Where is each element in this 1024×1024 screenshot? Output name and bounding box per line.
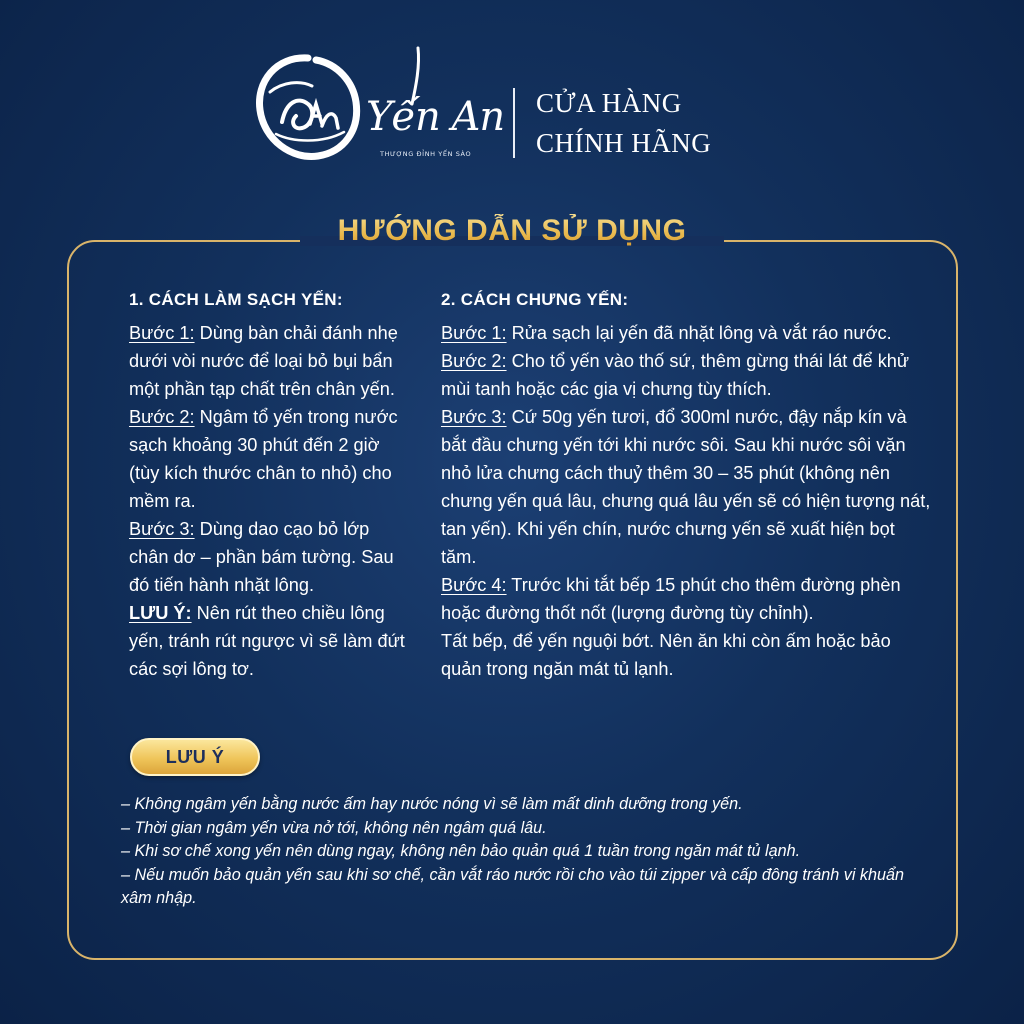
step-label: Bước 1:	[441, 323, 507, 343]
cleaning-heading: 1. CÁCH LÀM SẠCH YẾN:	[129, 290, 343, 309]
cleaning-step-1	[129, 319, 409, 403]
steaming-closing: Tất bếp, để yến nguội bớt. Nên ăn khi còn ấm hoặc bảo quản trong ngăn mát tủ lạnh.	[441, 631, 891, 679]
steaming-step-4	[441, 571, 931, 627]
store-label-line-1: CỬA HÀNG	[536, 88, 682, 118]
step-text: Cứ 50g yến tươi, đổ 300ml nước, đậy nắp kín và bắt đầu chưng yến tới khi nước sôi. Sau khi nước sôi vặn nhỏ lửa chưng cách thuỷ thêm 30 – 35 phút (không nên chưng yến quá lâu, chưng quá lâu yến sẽ có hiện tượng nát, tan yến). Khi yến chín, nước chưng yến sẽ xuất hiện bọt tăm.	[441, 407, 931, 567]
step-label: Bước 4:	[441, 575, 507, 595]
steaming-step-1	[441, 319, 931, 347]
step-text: Rửa sạch lại yến đã nhặt lông và vắt ráo nước.	[506, 323, 892, 343]
brand-name: Yến An	[366, 94, 505, 140]
title-wrap	[302, 210, 722, 260]
steaming-step-2	[441, 347, 931, 403]
step-label: Bước 2:	[441, 351, 507, 371]
step-label: Bước 2:	[129, 407, 195, 427]
yen-an-logo-icon	[252, 52, 364, 164]
note-item: – Thời gian ngâm yến vừa nở tới, không nên ngâm quá lâu.	[121, 818, 547, 837]
cleaning-section	[129, 286, 409, 683]
cleaning-note	[129, 599, 409, 683]
step-label: Bước 3:	[441, 407, 507, 427]
steaming-step-3	[441, 403, 931, 571]
brand-header	[252, 46, 752, 176]
cleaning-step-2	[129, 403, 409, 515]
note-item: – Không ngâm yến bằng nước ấm hay nước nóng vì sẽ làm mất dinh dưỡng trong yến.	[121, 795, 743, 813]
note-badge: LƯU Ý	[130, 738, 260, 776]
store-label-line-2: CHÍNH HÃNG	[536, 128, 712, 158]
note-item: – Nếu muốn bảo quản yến sau khi sơ chế, cần vắt ráo nước rồi cho vào túi zipper và cấp đông tránh vi khuẩn xâm nhập.	[121, 865, 905, 907]
brand-divider	[513, 88, 515, 158]
step-text: Ngâm tổ yến trong nước sạch khoảng 30 phút đến 2 giờ (tùy kích thước chân to nhỏ) cho mềm ra.	[129, 407, 398, 511]
step-text: Trước khi tắt bếp 15 phút cho thêm đường phèn hoặc đường thốt nốt (lượng đường tùy chỉnh).	[441, 575, 901, 623]
steaming-section	[441, 286, 931, 683]
step-text: Cho tổ yến vào thố sứ, thêm gừng thái lát để khử mùi tanh hoặc các gia vị chưng tùy thích.	[441, 351, 910, 399]
note-item: – Khi sơ chế xong yến nên dùng ngay, không nên bảo quản quá 1 tuần trong ngăn mát tủ lạnh.	[121, 842, 801, 860]
brand-tagline: THƯỢNG ĐỈNH YẾN SÀO	[380, 150, 472, 158]
notes-list	[121, 793, 921, 911]
steaming-heading: 2. CÁCH CHƯNG YẾN:	[441, 290, 629, 309]
step-label: Bước 1:	[129, 323, 195, 343]
note-text: Nên rút theo chiều lông yến, tránh rút ngược vì sẽ làm đứt các sợi lông tơ.	[129, 603, 405, 679]
note-label: LƯU Ý:	[129, 603, 192, 623]
page-title: HƯỚNG DẪN SỬ DỤNG	[302, 214, 722, 248]
cleaning-step-3	[129, 515, 409, 599]
step-text: Dùng bàn chải đánh nhẹ dưới vòi nước để loại bỏ bụi bẩn một phần tạp chất trên chân yến.	[129, 323, 398, 399]
step-label: Bước 3:	[129, 519, 195, 539]
step-text: Dùng dao cạo bỏ lớp chân dơ – phần bám tường. Sau đó tiến hành nhặt lông.	[129, 519, 394, 595]
